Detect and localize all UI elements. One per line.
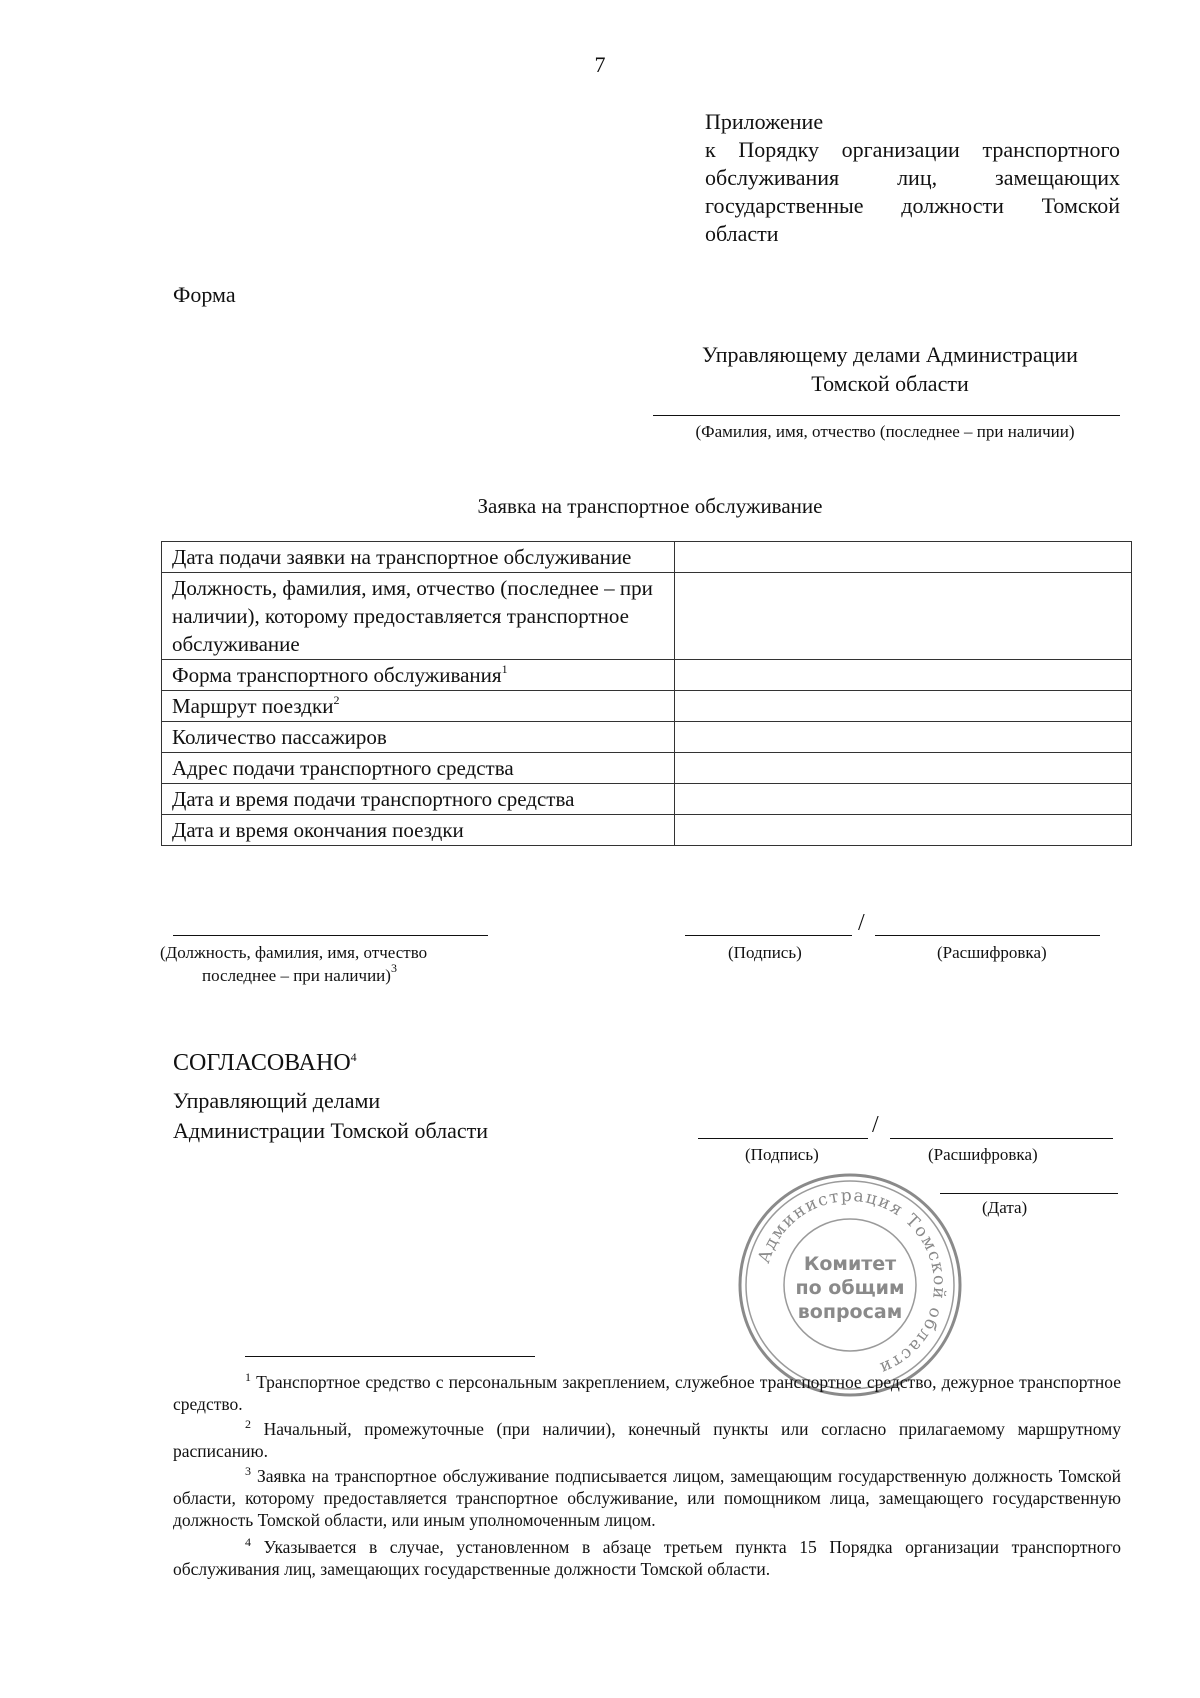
footnote-number: 4 [245, 1535, 251, 1549]
stamp-ring-text: Администрация Томской области [754, 1185, 950, 1379]
footnote [173, 1465, 1121, 1531]
footnote-separator [245, 1356, 535, 1357]
applicant-position-line[interactable] [173, 935, 488, 936]
row-label: Дата и время окончания поездки [162, 815, 675, 846]
footnote [173, 1371, 1121, 1415]
table-row [162, 784, 1132, 815]
addressee [660, 340, 1120, 398]
agreed-line1: Управляющий делами [173, 1088, 381, 1113]
agreed-title: СОГЛАСОВАНО$^4$ [173, 1050, 357, 1076]
page-number: 7 [594, 52, 606, 77]
footnote [173, 1418, 1121, 1462]
stamp-center-line: Комитет [803, 1253, 897, 1275]
request-table [161, 541, 1132, 846]
row-label: Дата подачи заявки на транспортное обслуживание [162, 542, 675, 573]
row-value-cell[interactable] [675, 660, 1132, 691]
applicant-signature-line[interactable] [685, 935, 852, 936]
footnote-ref: 1 [501, 662, 508, 676]
applicant-caption-line1: (Должность, фамилия, имя, отчество [160, 943, 428, 962]
footnote-ref: 2 [333, 693, 340, 707]
appendix-header [705, 108, 1120, 248]
row-label: Количество пассажиров [162, 722, 675, 753]
footnote-text: Начальный, промежуточные (при наличии), конечный пункты или согласно прилагаемому маршрутному расписанию. [173, 1419, 1121, 1461]
footnote-number: 2 [245, 1417, 251, 1431]
table-row [162, 542, 1132, 573]
separator-slash: / [872, 1112, 879, 1138]
addressee-name-caption: (Фамилия, имя, отчество (последнее – при наличии) [695, 422, 1075, 441]
table-row [162, 691, 1132, 722]
stamp-center-line: по общим [795, 1277, 905, 1299]
row-value-cell[interactable] [675, 815, 1132, 846]
row-label: Форма транспортного обслуживания$^1$ [162, 660, 675, 691]
table-row [162, 722, 1132, 753]
row-value-cell[interactable] [675, 542, 1132, 573]
row-label: Должность, фамилия, имя, отчество (последнее – при наличии), которому предоставляется транспортное обслуживание [162, 573, 675, 660]
footnote-text: Указывается в случае, установленном в абзаце третьем пункта 15 Порядка организации транспортного обслуживания лиц, замещающих государственные должности Томской области. [173, 1537, 1122, 1579]
footnote-text: Транспортное средство с персональным закреплением, служебное транспортное средство, дежурное транспортное средство. [173, 1372, 1121, 1414]
addressee-line2: Томской области [811, 371, 969, 396]
addressee-name-line[interactable] [653, 415, 1120, 416]
row-label: Дата и время подачи транспортного средства [162, 784, 675, 815]
agreed-line2: Администрации Томской области [173, 1118, 488, 1143]
row-label: Адрес подачи транспортного средства [162, 753, 675, 784]
separator-slash: / [858, 910, 865, 936]
footnote-number: 3 [245, 1464, 251, 1478]
addressee-line1: Управляющему делами Администрации [702, 342, 1078, 367]
table-row [162, 753, 1132, 784]
row-value-cell[interactable] [675, 784, 1132, 815]
row-value-cell[interactable] [675, 753, 1132, 784]
appendix-line: Приложение [705, 109, 824, 134]
appendix-line: области [705, 221, 779, 246]
table-row [162, 815, 1132, 846]
row-value-cell[interactable] [675, 573, 1132, 660]
stamp-seal [735, 1170, 965, 1400]
row-value-cell[interactable] [675, 691, 1132, 722]
row-value-cell[interactable] [675, 722, 1132, 753]
appendix-line: государственные должности Томской [705, 193, 1120, 218]
appendix-line: к Порядку организации транспортного [705, 137, 1120, 162]
table-row [162, 660, 1132, 691]
footnote-ref: 3 [390, 961, 397, 975]
agreed-signature-line[interactable] [698, 1138, 868, 1139]
applicant-caption-line2: последнее – при наличии)$^3$ [202, 961, 397, 985]
date-caption: (Дата) [982, 1198, 1028, 1217]
appendix-line: обслуживания лиц, замещающих [705, 165, 1120, 190]
agreed-date-line[interactable] [940, 1193, 1118, 1194]
form-label: Форма [173, 282, 236, 307]
footnote-ref: 4 [350, 1050, 357, 1064]
applicant-decoding-line[interactable] [875, 935, 1100, 936]
signature-caption: (Подпись) [745, 1145, 819, 1164]
stamp-seal-graphic [735, 1170, 965, 1400]
request-title: Заявка на транспортное обслуживание [477, 494, 823, 518]
table-row [162, 573, 1132, 660]
agreed-position [173, 1086, 488, 1146]
row-label: Маршрут поездки$^2$ [162, 691, 675, 722]
decoding-caption: (Расшифровка) [928, 1145, 1038, 1164]
footnote-text: Заявка на транспортное обслуживание подписывается лицом, замещающим государственную должность Томской области, которому предоставляется транспортное обслуживание, или помощником лица, замещающего государственную должность Томской области, или иным уполномоченным лицом. [173, 1466, 1122, 1530]
signature-caption: (Подпись) [728, 943, 802, 962]
agreed-decoding-line[interactable] [890, 1138, 1113, 1139]
stamp-center-line: вопросам [797, 1301, 903, 1323]
footnote [173, 1536, 1121, 1580]
footnote-number: 1 [245, 1370, 251, 1384]
decoding-caption: (Расшифровка) [937, 943, 1047, 962]
